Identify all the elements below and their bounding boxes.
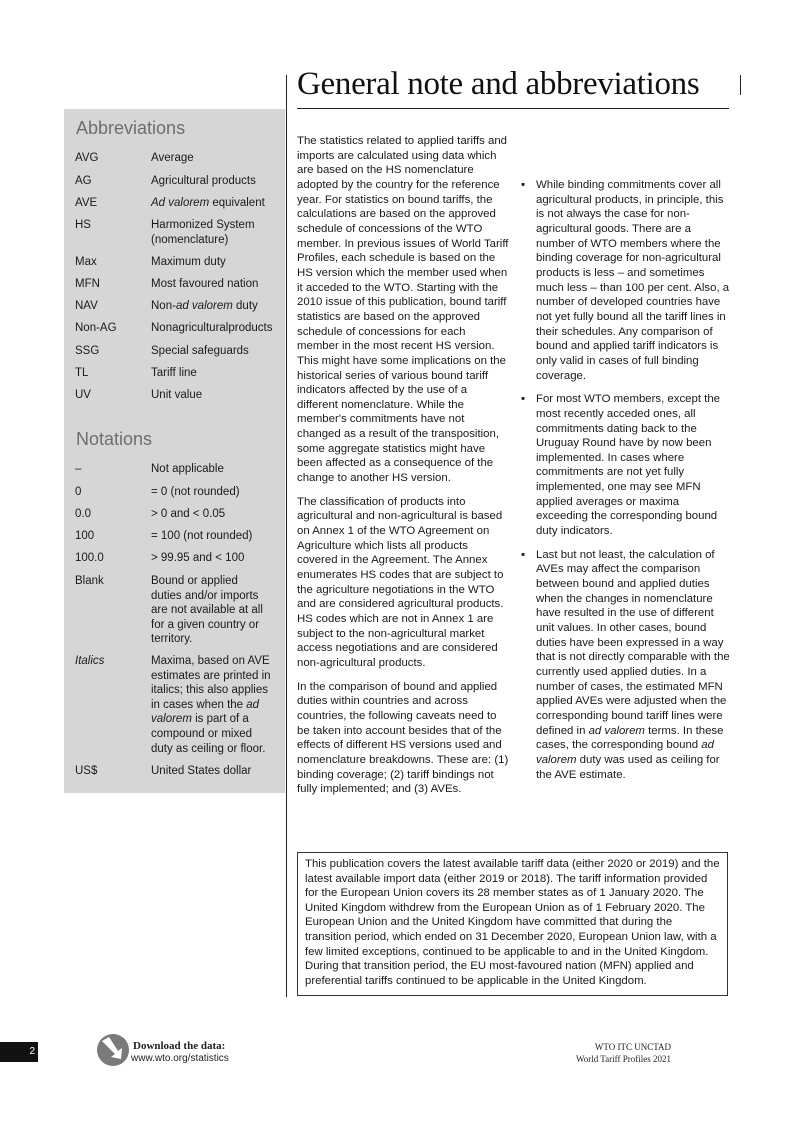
abbr-term: AVG — [75, 152, 99, 164]
abbr-meaning: Tariff line — [151, 367, 197, 379]
notation-symbol: Italics — [75, 655, 105, 667]
abbreviations-heading: Abbreviations — [76, 118, 186, 138]
bullet-text-part: Last but not least, the calculation of AVEs may affect the comparison between bound and applied duties when the changes in nomenclature have resulted in the use of different unit values. In other cases, bound duties have been expressed in a way that is not directly comparable with the currently used applied duties. In a number of cases, the estimated MFN applied AVEs were adjusted when the corresponding bound tariff lines were defined in — [536, 548, 730, 737]
bullet-aves — [520, 548, 732, 783]
abbr-term: HS — [75, 219, 91, 231]
notations-heading: Notations — [76, 429, 153, 449]
left-divider-rule — [286, 75, 287, 997]
body-column-left — [297, 134, 509, 797]
abbreviations-sidebar — [64, 109, 285, 793]
notation-meaning: > 99.95 and < 100 — [151, 552, 245, 564]
abbr-meaning-pre: Non- — [151, 300, 176, 312]
title-underline — [297, 108, 729, 109]
abbr-meaning — [151, 196, 276, 211]
abbr-meaning: Nonagriculturalproducts — [151, 322, 273, 334]
notation-symbol: 100.0 — [75, 552, 104, 564]
download-label: Download the data: — [133, 1040, 226, 1052]
notation-meaning-b: is part of a compound or mixed duty as ceiling or floor. — [151, 713, 266, 755]
notation-symbol: 0.0 — [75, 508, 91, 520]
notation-meaning: Bound or applied duties and/or imports are not available at all for a given country or territory. — [151, 575, 263, 646]
abbr-meaning-rest: duty — [232, 300, 258, 312]
abbr-meaning-italic: Ad valorem — [151, 197, 210, 209]
page-title: General note and abbreviations — [297, 66, 700, 102]
download-icon[interactable] — [96, 1033, 130, 1067]
abbr-meaning-rest: equivalent — [209, 197, 265, 209]
bullet-marker: ▪ — [521, 393, 526, 406]
paragraph-hs-versions: The statistics related to applied tariffs and imports are calculated using data which are based on the HS nomenclature adopted by the country for the reference year. For statistics on bound tariffs, the calculations are based on the approved schedule of concessions of the WTO member. In previous issues of World Tariff Profiles, each schedule is based on the HS version which the member used when it acceded to the WTO. Starting with the 2010 issue of this publication, bound tariff statistics are based on the approved schedule of concessions for each member in the most recent HS version. This might have some implications on the historical series of various bound tariff indicators affected by the use of a different nomenclature. While the member's commitments have not changed as a result of the transposition, some aggregate statistics might have been affected as a consequence of the change to another HS version. — [297, 135, 509, 485]
notation-meaning: United States dollar — [151, 765, 252, 777]
bullet-binding-coverage — [520, 178, 732, 383]
abbr-term: SSG — [75, 345, 100, 357]
bullet-implementation — [520, 392, 732, 539]
abbr-term: AG — [75, 175, 92, 187]
bullet-text: For most WTO members, except the most recently acceded ones, all commitments dating back to the Uruguay Round have by now been implemented. In cases where commitments are not yet fully implemented, one may see MFN applied averages or maxima exceeding the corresponding bound duty indicators. — [536, 393, 720, 538]
footer-publication: World Tariff Profiles 2021 — [575, 1054, 671, 1064]
notation-meaning-a: Maxima, based on AVE estimates are printed in italics; this also applies in cases when the — [151, 655, 271, 711]
abbr-meaning: Average — [151, 152, 194, 164]
paragraph-comparison: In the comparison of bound and applied duties within countries and across countries, the following caveats need to be taken into account besides that of the effects of different HS versions used and nomenclature breakdowns. These are: (1) binding coverage; (2) tariff bindings not fully implemented; and (3) AVEs. — [297, 680, 509, 796]
footer-organizations: WTO ITC UNCTAD — [594, 1042, 671, 1052]
coverage-notice-box: This publication covers the latest available tariff data (either 2020 or 2019) and the latest available import data (either 2019 or 2018). The tariff information provided for the European Union covers its 28 member states as of 1 January 2020. The United Kingdom withdrew from the European Union as of 1 February 2020. The European Union and the United Kingdom have committed that during the transition period, which ended on 31 December 2020, European Union law, with a few limited exceptions, continued to be applicable to and in the United Kingdom. During that transition period, the EU most-favoured nation (MFN) applied and preferential tariffs continued to be applicable in the United Kingdom. — [297, 852, 728, 996]
bullet-marker: ▪ — [521, 548, 526, 561]
abbr-meaning — [151, 299, 276, 314]
notation-meaning: Not applicable — [151, 463, 224, 475]
notation-symbol: 0 — [75, 486, 82, 498]
abbr-meaning: Most favoured nation — [151, 278, 259, 290]
notation-meaning — [151, 654, 276, 756]
bullet-text-italic: ad valorem — [588, 724, 645, 737]
abbr-meaning: Unit value — [151, 389, 203, 401]
download-link[interactable]: www.wto.org/statistics — [131, 1053, 229, 1064]
abbr-meaning: Agricultural products — [151, 175, 256, 187]
abbr-meaning: Maximum duty — [151, 256, 226, 268]
notation-meaning-italic: ad valorem — [151, 698, 260, 726]
abbr-meaning: Harmonized System (nomenclature) — [151, 219, 255, 246]
abbr-term: Non-AG — [75, 322, 117, 334]
paragraph-classification: The classification of products into agricultural and non-agricultural is based on Annex 1 of the WTO Agreement on Agriculture which lists all products covered in the Agreement. The Annex enumerates HS codes that are subject to the agriculture negotiations in the WTO and are considered agricultural products. HS codes which are not in Annex 1 are subject to the non-agricultural market access negotiations and are considered non-agricultural products. — [297, 495, 504, 669]
right-divider-rule — [740, 75, 741, 95]
notation-symbol: US$ — [75, 765, 98, 777]
bullet-marker: ▪ — [521, 179, 526, 191]
page-number: 2 — [0, 1042, 38, 1062]
body-column-right — [520, 178, 732, 782]
abbr-meaning-italic: ad valorem — [175, 300, 233, 312]
notation-meaning: = 0 (not rounded) — [151, 486, 240, 498]
notation-symbol: – — [75, 463, 82, 475]
notation-symbol: Blank — [75, 575, 104, 587]
abbr-term: MFN — [75, 278, 100, 290]
abbr-term: NAV — [75, 300, 98, 312]
bullet-text: While binding commitments cover all agricultural products, in principle, this is not always the case for non-agricultural goods. There are a number of WTO members where the binding coverage for non-agricultural products is less – and sometimes much less – than 100 per cent. Also, a number of developed countries have not yet fully bound all the tariff lines in their schedules. Any comparison of bound and applied tariff indicators is only valid in cases of full binding coverage. — [536, 179, 730, 382]
abbr-term: Max — [75, 256, 97, 268]
bullet-text-part: terms. In these cases, the corresponding bound — [536, 724, 724, 752]
abbr-term: AVE — [75, 197, 98, 209]
bullet-text-italic: ad valorem — [536, 739, 714, 766]
bullet-text — [536, 549, 730, 781]
abbr-term: TL — [75, 367, 89, 379]
abbr-meaning: Special safeguards — [151, 345, 249, 357]
notation-meaning: > 0 and < 0.05 — [151, 508, 226, 520]
bullet-text-part: duty was used as ceiling for the AVE estimate. — [536, 753, 720, 781]
notation-meaning: = 100 (not rounded) — [151, 530, 253, 542]
notation-symbol: 100 — [75, 530, 95, 542]
abbr-term: UV — [75, 389, 91, 401]
